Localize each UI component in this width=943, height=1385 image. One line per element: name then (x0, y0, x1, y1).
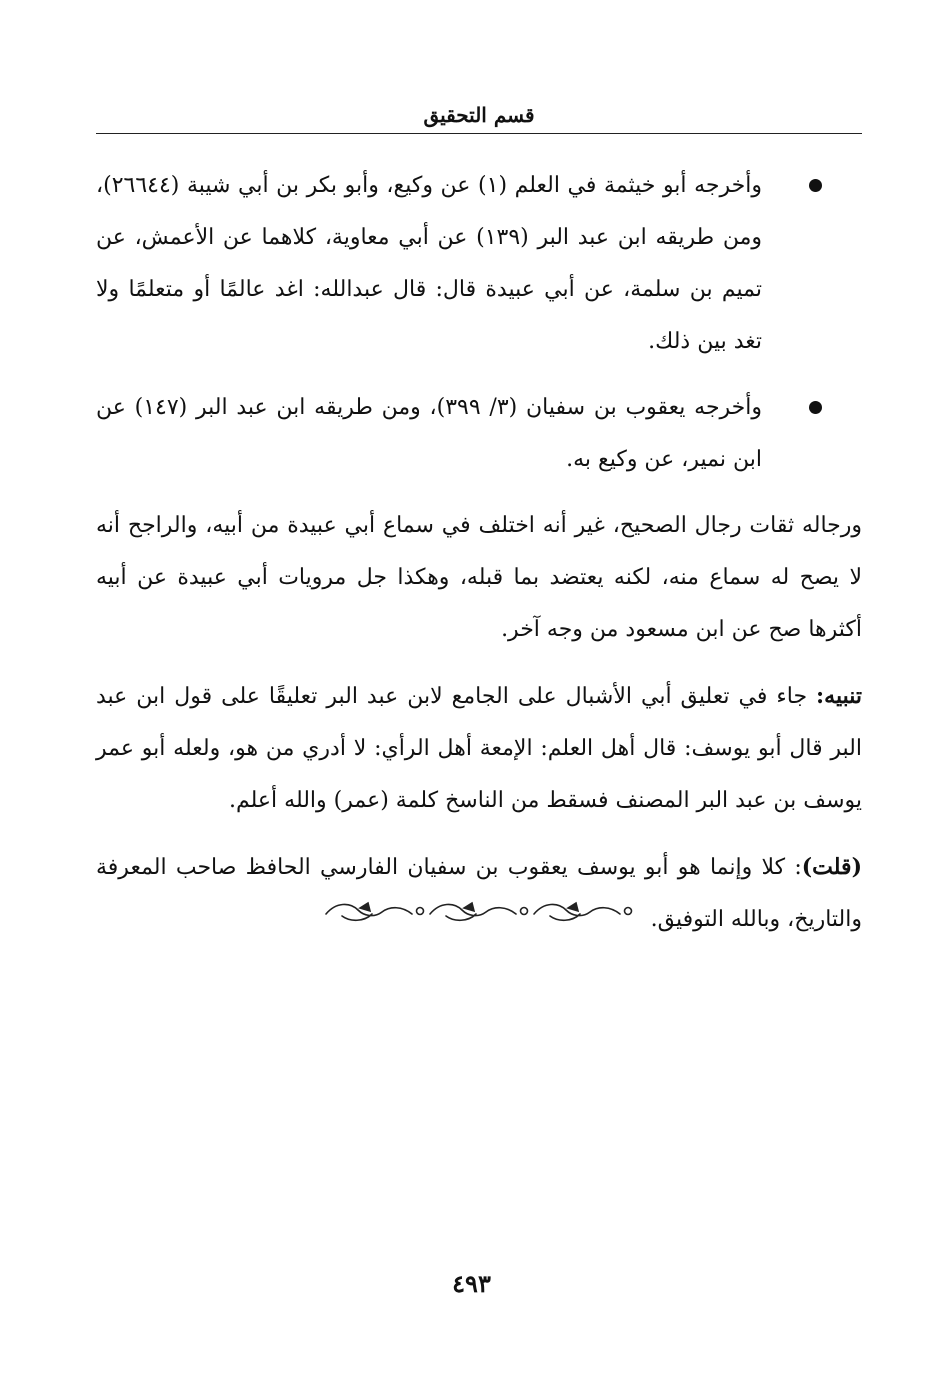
note-paragraph (96, 670, 862, 827)
list-item (96, 160, 862, 368)
header-rule (96, 133, 862, 134)
flourish-icon (430, 903, 528, 920)
reply-paragraph (96, 841, 862, 946)
reply-label: (قلت) (801, 854, 862, 880)
list-item (96, 382, 862, 486)
flourish-icon (326, 903, 424, 920)
list-item-text: وأخرجه يعقوب بن سفيان (٣/ ٣٩٩)، ومن طريقه ابن عبد البر (١٤٧) عن ابن نمير، عن وكيع به. (96, 395, 763, 472)
list-item-text: وأخرجه أبو خيثمة في العلم (١) عن وكيع، وأبو بكر بن أبي شيبة (٢٦٦٤٤)، ومن طريقه ابن عبد البر (١٣٩) عن أبي معاوية، كلاهما عن الأعمش، عن تميم بن سلمة، عن أبي عبيدة قال: قال عبدالله: اغد عالمًا أو متعلمًا ولا تغد بين ذلك. (96, 173, 763, 354)
floral-divider-icon (320, 896, 634, 928)
bullet-icon (809, 179, 822, 192)
page-body (96, 160, 862, 960)
bullet-icon (809, 401, 822, 414)
reply-text: : كلا وإنما هو أبو يوسف يعقوب بن سفيان الفارسي الحافظ صاحب المعرفة والتاريخ، وبالله التوفيق. (96, 855, 862, 932)
note-text: جاء في تعليق أبي الأشبال على الجامع لابن عبد البر تعليقًا على قول ابن عبد البر قال أبو يوسف: قال أهل العلم: الإمعة أهل الرأي: لا أدري من هو، ولعله أبو عمر يوسف بن عبد البر المصنف فسقط من الناسخ كلمة (عمر) والله أعلم. (96, 684, 862, 813)
flourish-icon (534, 903, 632, 920)
running-header-title: قسم التحقيق (423, 103, 535, 127)
page-number: ٤٩٣ (452, 1269, 491, 1298)
narrators-paragraph: ورجاله ثقات رجال الصحيح، غير أنه اختلف في سماع أبي عبيدة من أبيه، والراجح أنه لا يصح له سماع منه، لكنه يعتضد بما قبله، وهكذا جل مرويات أبي عبيدة عن أبيه أكثرها صح عن ابن مسعود من وجه آخر. (96, 513, 862, 642)
note-label: تنبيه: (816, 683, 863, 709)
